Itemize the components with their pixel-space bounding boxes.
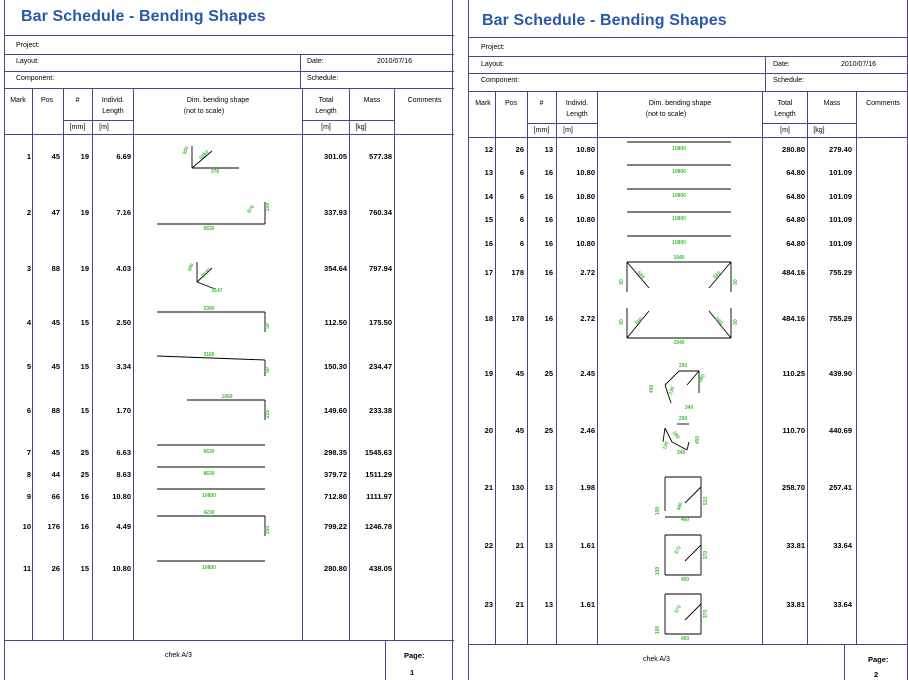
col-comments: Comments xyxy=(866,100,900,107)
page-number: 1 xyxy=(410,668,415,677)
schedule-sheet-1 xyxy=(4,0,453,680)
row-total-length: 712.80 xyxy=(324,492,347,501)
unit-kg: [kg] xyxy=(355,124,367,131)
row-mark: 19 xyxy=(484,369,493,378)
schedule-sheet-2 xyxy=(468,0,908,680)
row-count: 15 xyxy=(80,406,89,415)
dimension-label: 250 xyxy=(678,416,688,422)
col-pos: Pos xyxy=(504,100,518,107)
row-total-length: 112.50 xyxy=(324,318,347,327)
row-total-length: 110.25 xyxy=(782,369,805,378)
row-individual-length: 10.80 xyxy=(576,168,595,177)
dimension-label: 3160 xyxy=(203,352,215,358)
row-mark: 15 xyxy=(484,215,493,224)
row-mass: 233.38 xyxy=(369,406,392,415)
dimension-label: 560 xyxy=(635,270,646,281)
dimension-label: 370 xyxy=(703,609,709,619)
dimension-label: 10800 xyxy=(672,193,686,199)
row-individual-length: 1.61 xyxy=(580,600,595,609)
row-pos: 45 xyxy=(51,362,60,371)
row-individual-length: 4.03 xyxy=(116,264,131,273)
row-mass: 1111.97 xyxy=(366,492,392,501)
row-mass: 760.34 xyxy=(369,208,392,217)
row-individual-length: 6.63 xyxy=(116,448,131,457)
row-pos: 6 xyxy=(519,215,524,224)
dimension-label: 50 xyxy=(265,323,271,329)
row-total-length: 799.22 xyxy=(324,522,347,531)
dimension-label: 450 xyxy=(695,435,701,445)
dimension-label: 5560 xyxy=(198,149,211,162)
row-pos: 178 xyxy=(511,314,524,323)
dimension-label: 450 xyxy=(680,636,690,642)
dimension-label: 4230 xyxy=(203,510,215,516)
row-total-length: 354.64 xyxy=(324,264,347,273)
row-mass: 257.41 xyxy=(829,483,852,492)
row-mass: 755.29 xyxy=(829,268,852,277)
row-individual-length: 10.80 xyxy=(112,564,131,573)
dimension-label: 50 xyxy=(619,279,625,285)
row-count: 15 xyxy=(80,318,89,327)
col-total: Total xyxy=(777,100,793,107)
row-individual-length: 2.72 xyxy=(580,314,595,323)
schedule-label: Schedule: xyxy=(773,77,805,84)
row-mass: 440.69 xyxy=(829,426,852,435)
row-individual-length: 10.80 xyxy=(112,492,131,501)
bending-shape xyxy=(627,594,747,642)
row-mark: 2 xyxy=(26,208,31,217)
dimension-label: 50 xyxy=(733,319,739,325)
col-num: # xyxy=(539,100,544,107)
row-count: 16 xyxy=(80,522,89,531)
layout-label: Layout: xyxy=(16,58,39,65)
dimension-label: 150 xyxy=(265,202,271,212)
dimension-label: 215 xyxy=(265,409,271,419)
row-pos: 45 xyxy=(515,369,524,378)
bending-shape xyxy=(157,558,277,598)
dimension-label: 460 xyxy=(680,517,690,523)
dimension-label: 380 xyxy=(675,501,685,512)
row-pos: 44 xyxy=(51,470,60,479)
date-label: Date: xyxy=(307,58,324,65)
row-pos: 6 xyxy=(519,192,524,201)
bending-shape xyxy=(627,477,747,523)
dimension-label: 560 xyxy=(712,270,723,281)
row-pos: 47 xyxy=(51,208,60,217)
row-individual-length: 3.34 xyxy=(116,362,131,371)
row-count: 15 xyxy=(80,362,89,371)
dimension-label: 280 xyxy=(697,373,707,384)
row-individual-length: 1.98 xyxy=(580,483,595,492)
dimension-label: 1040 xyxy=(673,340,685,346)
row-count: 13 xyxy=(544,483,553,492)
row-mass: 101.09 xyxy=(829,192,852,201)
row-pos: 45 xyxy=(51,318,60,327)
dimension-label: 370 xyxy=(673,545,683,556)
bending-shape xyxy=(157,146,277,186)
project-label: Project: xyxy=(481,44,505,51)
row-mass: 1545.63 xyxy=(364,448,392,457)
row-pos: 178 xyxy=(511,268,524,277)
date-value: 2010/07/16 xyxy=(377,58,413,65)
row-mass: 1511.29 xyxy=(365,470,392,479)
row-mark: 21 xyxy=(484,483,493,492)
col-mass: Mass xyxy=(363,97,381,104)
dimension-label: 340 xyxy=(676,450,686,456)
row-individual-length: 8.63 xyxy=(116,470,131,479)
row-mark: 7 xyxy=(26,448,31,457)
row-mark: 5 xyxy=(26,362,31,371)
row-individual-length: 2.50 xyxy=(116,318,131,327)
col-mass: Mass xyxy=(823,100,841,107)
unit-kg: [kg] xyxy=(813,127,825,134)
row-total-length: 64.80 xyxy=(786,192,805,201)
col-mark: Mark xyxy=(10,97,26,104)
row-pos: 130 xyxy=(511,483,524,492)
row-total-length: 110.70 xyxy=(782,426,805,435)
dimension-label: 10800 xyxy=(672,169,686,175)
row-individual-length: 1.70 xyxy=(116,406,131,415)
unit-m: [m] xyxy=(563,127,573,134)
unit-m: [m] xyxy=(99,124,109,131)
row-mass: 101.09 xyxy=(829,239,852,248)
row-count: 19 xyxy=(80,264,89,273)
row-total-length: 64.80 xyxy=(786,239,805,248)
dimension-label: 250 xyxy=(678,363,688,369)
col-indiv-2: Length xyxy=(566,111,588,118)
row-mark: 11 xyxy=(23,564,31,573)
col-indiv: Individ. xyxy=(101,97,125,104)
dimension-label: 100 xyxy=(655,625,661,635)
col-dim-2: (not to scale) xyxy=(645,111,687,118)
dimension-label: 10800 xyxy=(672,216,686,222)
row-count: 16 xyxy=(544,168,553,177)
row-mark: 14 xyxy=(484,192,493,201)
row-total-length: 301.05 xyxy=(324,152,347,161)
row-individual-length: 4.49 xyxy=(116,522,131,531)
row-mark: 23 xyxy=(484,600,493,609)
row-pos: 21 xyxy=(515,600,524,609)
row-pos: 45 xyxy=(51,448,60,457)
row-count: 13 xyxy=(544,145,553,154)
dimension-label: 10800 xyxy=(672,146,686,152)
row-mark: 10 xyxy=(22,522,31,531)
dimension-label: 870 xyxy=(246,204,257,215)
row-total-length: 280.80 xyxy=(782,145,805,154)
row-total-length: 337.93 xyxy=(324,208,347,217)
row-mark: 4 xyxy=(26,318,31,327)
dimension-label: 8630 xyxy=(203,471,215,477)
date-label: Date: xyxy=(773,61,790,68)
row-mass: 175.50 xyxy=(369,318,392,327)
dimension-label: 50 xyxy=(619,319,625,325)
unit-total-m: [m] xyxy=(780,127,790,134)
dimension-label: 100 xyxy=(655,506,661,516)
dimension-label: 120 xyxy=(667,385,677,396)
row-pos: 45 xyxy=(515,426,524,435)
bending-shape xyxy=(627,416,747,460)
col-num: # xyxy=(75,97,80,104)
row-pos: 88 xyxy=(51,406,60,415)
col-indiv-2: Length xyxy=(102,108,124,115)
row-count: 16 xyxy=(544,268,553,277)
unit-total-m: [m] xyxy=(321,124,331,131)
row-pos: 6 xyxy=(519,168,524,177)
dimension-label: 560 xyxy=(713,316,724,327)
row-pos: 6 xyxy=(519,239,524,248)
row-individual-length: 2.72 xyxy=(580,268,595,277)
dimension-label: 370 xyxy=(703,550,709,560)
dimension-label: 10800 xyxy=(202,565,216,571)
row-individual-length: 2.46 xyxy=(580,426,595,435)
row-count: 16 xyxy=(544,215,553,224)
sheet-title: Bar Schedule - Bending Shapes xyxy=(21,8,266,25)
row-pos: 21 xyxy=(515,541,524,550)
row-individual-length: 7.16 xyxy=(116,208,131,217)
row-pos: 26 xyxy=(51,564,60,573)
dimension-label: 340 xyxy=(684,405,694,411)
row-mass: 1246.78 xyxy=(364,522,392,531)
row-mass: 438.05 xyxy=(369,564,392,573)
col-indiv: Individ. xyxy=(565,100,589,107)
row-count: 16 xyxy=(544,314,553,323)
row-mass: 101.09 xyxy=(829,215,852,224)
row-individual-length: 6.69 xyxy=(116,152,131,161)
bending-shape xyxy=(157,306,277,352)
row-pos: 66 xyxy=(51,492,60,501)
dimension-label: 300 xyxy=(186,262,196,273)
dimension-label: 10800 xyxy=(202,493,216,499)
row-mark: 9 xyxy=(26,492,31,501)
row-total-length: 280.80 xyxy=(324,564,347,573)
col-pos: Pos xyxy=(40,97,54,104)
dimension-label: 560 xyxy=(634,316,645,327)
bending-shape xyxy=(157,352,277,396)
row-total-length: 298.35 xyxy=(324,448,347,457)
row-mass: 101.09 xyxy=(829,168,852,177)
row-count: 15 xyxy=(80,564,89,573)
row-count: 25 xyxy=(544,369,553,378)
bending-shape xyxy=(619,308,747,348)
row-total-length: 33.81 xyxy=(786,600,805,609)
dimension-label: 50 xyxy=(733,279,739,285)
bending-shape xyxy=(157,258,277,298)
row-individual-length: 10.80 xyxy=(576,239,595,248)
page-label: Page: xyxy=(404,651,425,660)
row-individual-length: 10.80 xyxy=(576,215,595,224)
component-label: Component: xyxy=(16,75,55,82)
row-total-length: 64.80 xyxy=(786,168,805,177)
dimension-label: 10800 xyxy=(672,240,686,246)
row-total-length: 484.16 xyxy=(782,314,805,323)
row-total-length: 64.80 xyxy=(786,215,805,224)
row-count: 25 xyxy=(80,448,89,457)
row-count: 25 xyxy=(544,426,553,435)
row-mass: 33.64 xyxy=(833,541,852,550)
row-count: 25 xyxy=(80,470,89,479)
page-number: 2 xyxy=(874,670,879,679)
row-pos: 88 xyxy=(51,264,60,273)
dimension-label: 100 xyxy=(655,566,661,576)
row-mark: 18 xyxy=(484,314,493,323)
row-individual-length: 10.80 xyxy=(576,145,595,154)
dimension-label: 376 xyxy=(210,169,220,175)
dimension-label: 5630 xyxy=(203,226,215,232)
row-mark: 6 xyxy=(26,406,31,415)
row-total-length: 149.60 xyxy=(324,406,347,415)
row-total-length: 379.72 xyxy=(324,470,347,479)
layout-label: Layout: xyxy=(481,61,504,68)
dimension-label: 1040 xyxy=(673,255,685,261)
footer-check: chek A/3 xyxy=(643,656,670,663)
sheet-title: Bar Schedule - Bending Shapes xyxy=(482,12,727,29)
row-total-length: 258.70 xyxy=(782,483,805,492)
row-count: 16 xyxy=(80,492,89,501)
dimension-label: 50 xyxy=(265,367,271,373)
col-total-2: Length xyxy=(774,111,796,118)
unit-mm: [mm] xyxy=(533,127,550,134)
dimension-label: 450 xyxy=(649,384,655,394)
footer-check: chek A/3 xyxy=(165,652,192,659)
col-dim: Dim. bending shape xyxy=(186,97,250,104)
bending-shape xyxy=(627,535,747,583)
row-mass: 797.94 xyxy=(369,264,392,273)
row-mark: 1 xyxy=(26,152,31,161)
row-count: 19 xyxy=(80,152,89,161)
row-count: 16 xyxy=(544,192,553,201)
row-individual-length: 2.45 xyxy=(580,369,595,378)
col-dim-2: (not to scale) xyxy=(183,108,225,115)
unit-mm: [mm] xyxy=(69,124,86,131)
row-mark: 20 xyxy=(484,426,493,435)
row-total-length: 150.30 xyxy=(324,362,347,371)
dimension-label: 250 xyxy=(265,525,271,535)
row-count: 16 xyxy=(544,239,553,248)
dimension-label: 120 xyxy=(661,440,671,451)
row-mark: 12 xyxy=(484,145,493,154)
row-total-length: 484.16 xyxy=(782,268,805,277)
row-pos: 45 xyxy=(51,152,60,161)
col-dim: Dim. bending shape xyxy=(648,100,712,107)
row-individual-length: 1.61 xyxy=(580,541,595,550)
col-mark: Mark xyxy=(475,100,491,107)
row-mass: 577.38 xyxy=(369,152,392,161)
col-total: Total xyxy=(318,97,334,104)
row-mass: 755.29 xyxy=(829,314,852,323)
row-mark: 22 xyxy=(484,541,493,550)
row-mark: 16 xyxy=(484,239,493,248)
dimension-label: 300 xyxy=(181,145,191,156)
row-count: 13 xyxy=(544,541,553,550)
bending-shape xyxy=(157,394,277,440)
dimension-label: 510 xyxy=(703,496,709,506)
row-pos: 176 xyxy=(47,522,60,531)
row-count: 19 xyxy=(80,208,89,217)
row-mass: 33.64 xyxy=(833,600,852,609)
row-mark: 17 xyxy=(484,268,493,277)
page-label: Page: xyxy=(868,655,889,664)
row-mass: 234.47 xyxy=(369,362,392,371)
dimension-label: 3147 xyxy=(211,288,223,294)
dimension-label: 2390 xyxy=(203,306,215,312)
bending-shape xyxy=(619,255,747,302)
dimension-label: 370 xyxy=(673,604,683,615)
dimension-label: 280 xyxy=(670,430,681,441)
schedule-label: Schedule: xyxy=(307,75,339,82)
col-comments: Comments xyxy=(407,97,442,104)
bending-shape xyxy=(157,510,277,556)
dimension-label: 450 xyxy=(680,577,690,583)
dimension-label: 3120 xyxy=(200,267,213,280)
row-mark: 8 xyxy=(26,470,31,479)
bending-shape xyxy=(157,202,277,242)
dimension-label: 6630 xyxy=(203,449,215,455)
row-individual-length: 10.80 xyxy=(576,192,595,201)
component-label: Component: xyxy=(481,77,520,84)
row-mass: 279.40 xyxy=(829,145,852,154)
row-mass: 439.90 xyxy=(829,369,852,378)
col-total-2: Length xyxy=(315,108,337,115)
date-value: 2010/07/16 xyxy=(841,61,877,68)
dimension-label: 1450 xyxy=(221,394,233,400)
row-pos: 26 xyxy=(515,145,524,154)
project-label: Project: xyxy=(16,42,40,49)
row-total-length: 33.81 xyxy=(786,541,805,550)
row-mark: 13 xyxy=(484,168,493,177)
row-mark: 3 xyxy=(26,264,31,273)
bending-shape xyxy=(627,363,747,411)
row-count: 13 xyxy=(544,600,553,609)
